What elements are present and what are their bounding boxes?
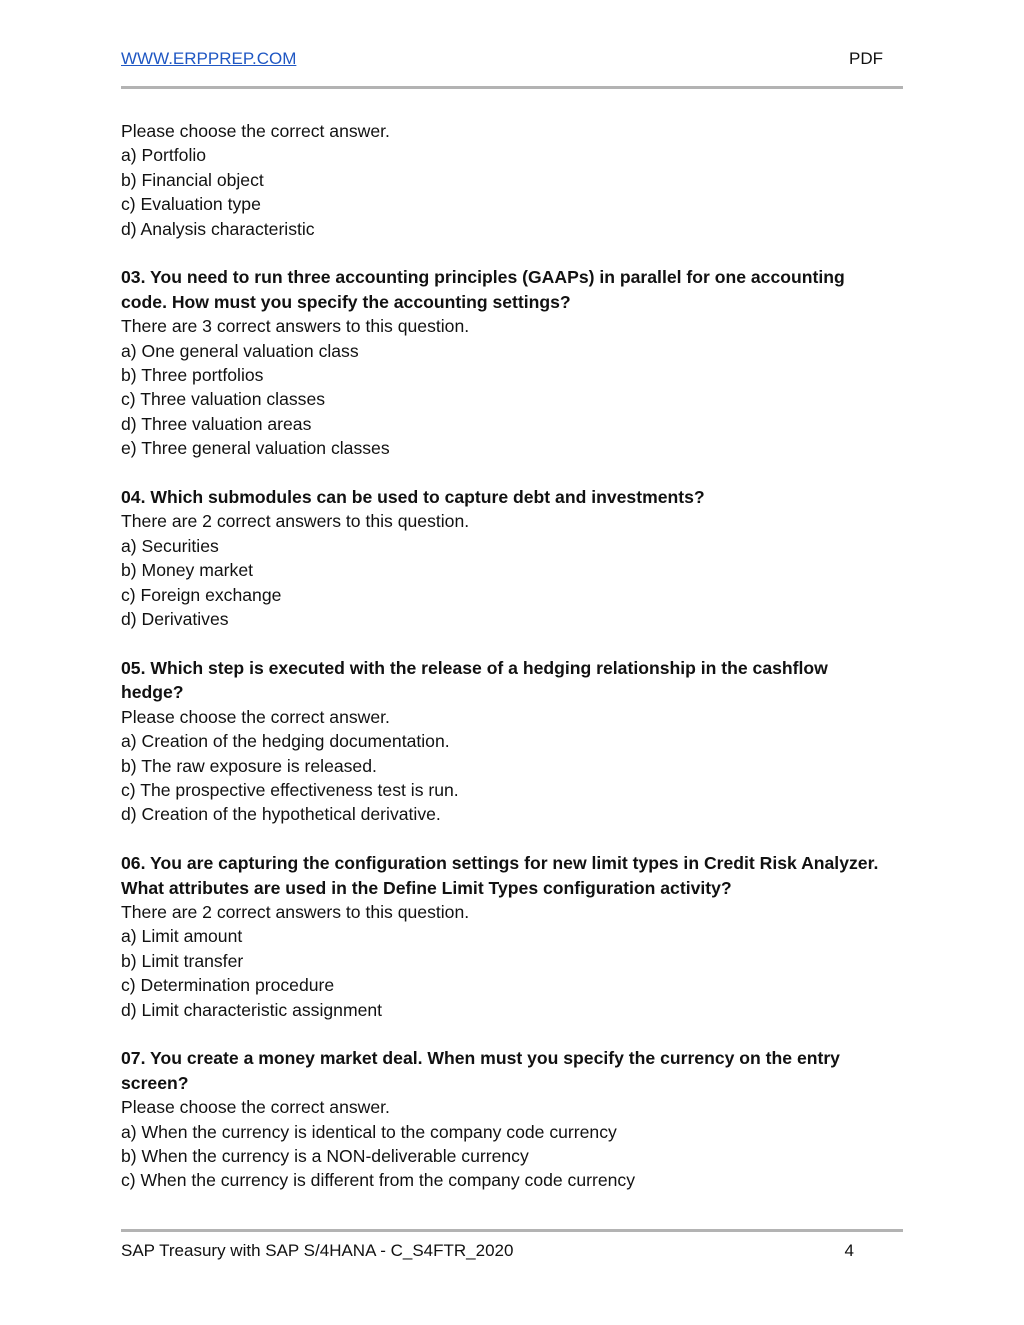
answer-option: b) Money market xyxy=(121,560,253,581)
answer-option: d) Three valuation areas xyxy=(121,413,312,434)
question-text: 03. You need to run three accounting principles (GAAPs) in parallel for one accounting code. How must you specify the accounting settings? xyxy=(121,267,845,312)
answer-instruction: There are 2 correct answers to this question. xyxy=(121,511,470,532)
answer-instruction: Please choose the correct answer. xyxy=(121,1097,390,1118)
answer-instruction: Please choose the correct answer. xyxy=(121,706,390,727)
question-text: 05. Which step is executed with the release of a hedging relationship in the cashflow hedge? xyxy=(121,657,828,703)
answer-option: c) Foreign exchange xyxy=(121,584,282,605)
answer-option: b) Limit transfer xyxy=(121,950,244,971)
spacer xyxy=(121,241,891,265)
spacer xyxy=(121,827,891,851)
answer-option: a) When the currency is identical to the company code currency xyxy=(121,1121,617,1142)
answer-option: c) Evaluation type xyxy=(121,194,261,215)
answer-option: a) Creation of the hedging documentation. xyxy=(121,731,450,752)
question-block xyxy=(121,485,891,631)
answer-option: a) One general valuation class xyxy=(121,340,359,361)
format-label: PDF xyxy=(849,49,883,68)
question-block xyxy=(121,265,891,460)
answer-option: c) Three valuation classes xyxy=(121,389,326,410)
answer-option: c) When the currency is different from the company code currency xyxy=(121,1170,636,1191)
page-content xyxy=(121,119,891,1193)
page-footer xyxy=(121,1240,854,1264)
footer-divider xyxy=(121,1229,903,1232)
answer-option: d) Analysis characteristic xyxy=(121,218,315,239)
answer-option: d) Derivatives xyxy=(121,609,229,630)
answer-option: b) The raw exposure is released. xyxy=(121,755,377,776)
spacer xyxy=(121,632,891,656)
intro-block xyxy=(121,119,891,241)
site-link[interactable]: WWW.ERPPREP.COM xyxy=(121,49,297,68)
spacer xyxy=(121,461,891,485)
spacer xyxy=(121,1022,891,1046)
answer-option: b) Three portfolios xyxy=(121,365,264,386)
question-block xyxy=(121,1046,891,1192)
question-text: 07. You create a money market deal. When must you specify the currency on the entry screen? xyxy=(121,1048,840,1093)
page-header xyxy=(121,48,883,72)
answer-option: c) Determination procedure xyxy=(121,975,335,996)
answer-option: e) Three general valuation classes xyxy=(121,438,390,459)
question-text: 04. Which submodules can be used to capture debt and investments? xyxy=(121,487,705,508)
answer-option: c) The prospective effectiveness test is run. xyxy=(121,779,459,800)
document-title: SAP Treasury with SAP S/4HANA - C_S4FTR_2020 xyxy=(121,1241,514,1260)
answer-option: a) Portfolio xyxy=(121,145,207,166)
answer-option: d) Limit characteristic assignment xyxy=(121,999,383,1020)
header-divider xyxy=(121,86,903,89)
page-number: 4 xyxy=(844,1241,854,1260)
answer-option: a) Limit amount xyxy=(121,926,243,947)
answer-instruction: There are 2 correct answers to this question. xyxy=(121,901,470,922)
question-block xyxy=(121,656,891,827)
answer-option: b) Financial object xyxy=(121,169,264,190)
answer-option: b) When the currency is a NON-deliverable currency xyxy=(121,1145,529,1166)
answer-instruction: Please choose the correct answer. xyxy=(121,121,390,141)
question-block xyxy=(121,851,891,1022)
answer-option: d) Creation of the hypothetical derivative. xyxy=(121,804,441,825)
answer-instruction: There are 3 correct answers to this question. xyxy=(121,316,470,337)
answer-option: a) Securities xyxy=(121,535,219,556)
question-text: 06. You are capturing the configuration settings for new limit types in Credit Risk Analyzer. What attributes are used in the Define Limit Types configuration activity? xyxy=(121,853,879,898)
